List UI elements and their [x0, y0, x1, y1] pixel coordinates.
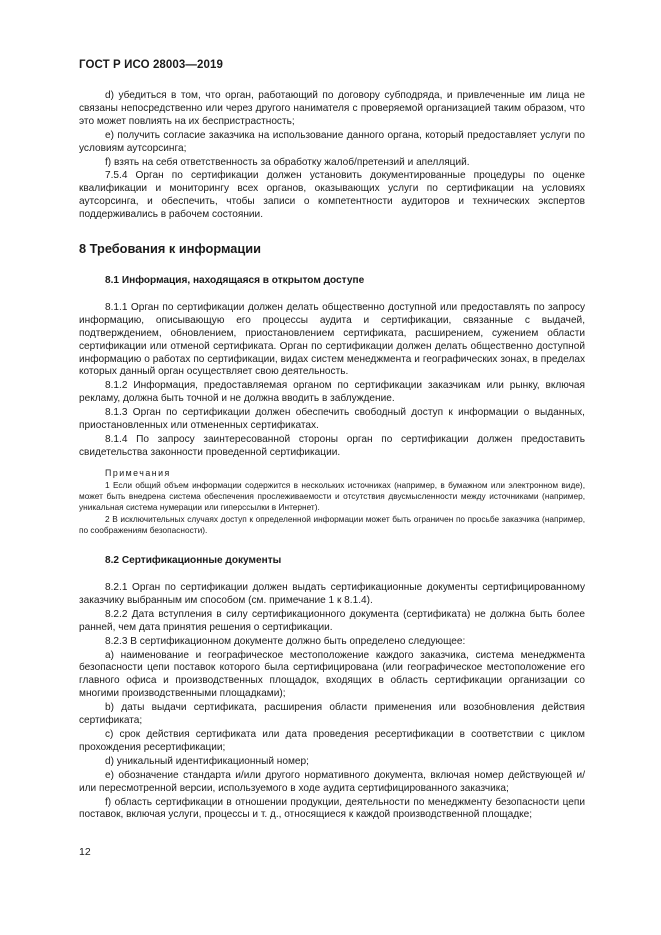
subsection-heading: 8.1 Информация, находящаяся в открытом доступе — [105, 274, 365, 286]
paragraph: 8.2.3 В сертификационном документе должно быть определено следующее: — [105, 635, 466, 647]
section-heading: 8 Требования к информации — [79, 241, 261, 257]
paragraph: 7.5.4 Орган по сертификации должен установить документированные процедуры по оценке квалификации и мониторингу всех органов, оказывающих услуги по сертификации на условиях аутсорсинга, и обеспечить, чтобы записи о компетентности аудиторов и технических экспертов поддерживались в рабочем состоянии. — [79, 170, 585, 221]
list-item: f) область сертификации в отношении продукции, деятельности по менеджменту безопасности цепи поставок, включая услуги, процессы и т. д., относящиеся к каждой производственной площадке; — [79, 796, 585, 821]
paragraph: 8.2.2 Дата вступления в силу сертификационного документа (сертификата) не должна быть более ранней, чем дата принятия решения о сертификации. — [79, 608, 585, 633]
list-item: e) получить согласие заказчика на использование данного органа, который предоставляет услуги по условиям аутсорсинга; — [79, 129, 585, 154]
list-item: d) уникальный идентификационный номер; — [105, 755, 309, 767]
paragraph: 8.1.2 Информация, предоставляемая органом по сертификации заказчикам или рынку, включая рекламу, должна быть точной и не должна вводить в заблуждение. — [79, 380, 585, 405]
page-number: 12 — [79, 846, 91, 858]
list-item: e) обозначение стандарта и/или другого нормативного документа, включая номер действующей и/или пересмотренной версии, используемого в ходе аудита сертифицированного заказчика; — [79, 769, 585, 794]
paragraph: 8.1.3 Орган по сертификации должен обеспечить свободный доступ к информации о выданных, приостановленных или отмененных сертификатах. — [79, 407, 585, 432]
list-item: d) убедиться в том, что орган, работающий по договору субподряда, и привлеченные им лица не связаны непосредственно или через другого нанимателя с проверяемой организацией таким образом, что это может повлиять на их беспристрастность; — [79, 90, 585, 127]
page-body — [79, 90, 585, 823]
list-item: a) наименование и географическое местоположение каждого заказчика, система менеджмента безопасности цепи поставок которого была сертифицирована (или географическое местоположение его главного офиса и производственных площадок, входящих в область сертификации организации со многими производственными площадками); — [79, 649, 585, 700]
subsection-heading: 8.2 Сертификационные документы — [105, 555, 282, 567]
notes-heading: Примечания — [105, 467, 171, 478]
list-item: b) даты выдачи сертификата, расширения области применения или возобновления действия сертификата; — [79, 702, 585, 727]
paragraph: 8.1.1 Орган по сертификации должен делать общественно доступной или предоставлять по запросу информацию, описывающую его процессы аудита и сертификации, связанные с выдачей, подтверждением, обновлением, приостановлением сертификата, расширением, сужением области сертификации или отменой сертификата. Орган по сертификации должен делать общественно доступной информацию о работах по сертификации, видах систем менеджмента и географических зонах, в пределах которых данный орган осуществляет свою деятельность. — [79, 301, 585, 378]
document-header: ГОСТ Р ИСО 28003—2019 — [79, 59, 224, 71]
list-item: f) взять на себя ответственность за обработку жалоб/претензий и апелляций. — [105, 156, 470, 168]
note: 1 Если общий объем информации содержится в нескольких источниках (например, в бумажном или электронном виде), может быть внедрена система обеспечения прослеживаемости и отсутствия двусмысленности между источниками (например, уникальная система нумерации или гиперссылки в Интернет). — [79, 479, 585, 513]
note: 2 В исключительных случаях доступ к определенной информации может быть ограничен по просьбе заказчика (например, по соображениям безопасности). — [79, 513, 585, 535]
paragraph: 8.2.1 Орган по сертификации должен выдать сертификационные документы сертифицированному заказчику выбранным им способом (см. примечание 1 к 8.1.4). — [79, 582, 585, 606]
paragraph: 8.1.4 По запросу заинтересованной стороны орган по сертификации должен предоставить свидетельства законности проведенной сертификации. — [79, 433, 585, 458]
list-item: c) срок действия сертификата или дата проведения ресертификации в соответствии с циклом прохождения ресертификации; — [79, 729, 585, 753]
